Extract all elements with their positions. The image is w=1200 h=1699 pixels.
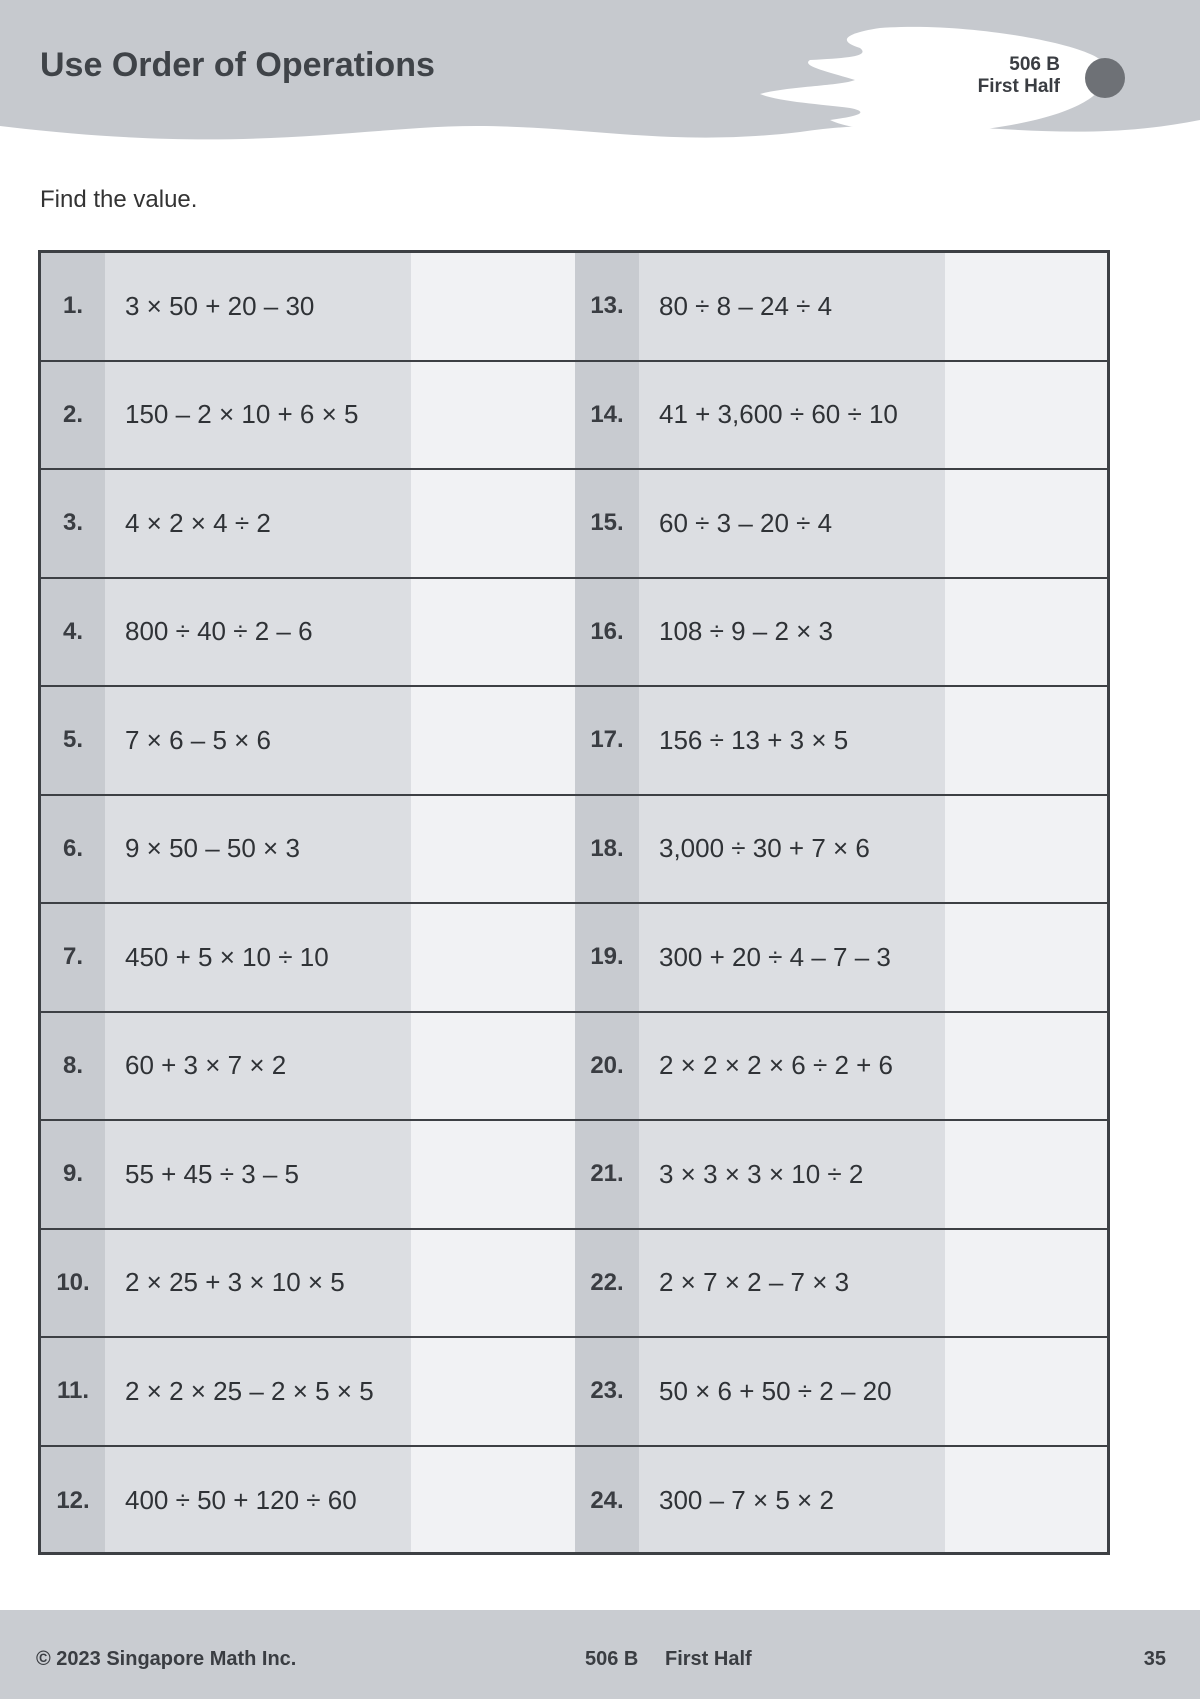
problem-expression: 150 – 2 × 10 + 6 × 5 [125,399,359,430]
instruction-text: Find the value. [40,186,198,213]
problem-expression: 400 ÷ 50 + 120 ÷ 60 [125,1485,357,1516]
problem-expression: 4 × 2 × 4 ÷ 2 [125,507,271,538]
problem-cell [41,470,575,577]
problem-cell [41,253,575,360]
problem-expression: 2 × 25 + 3 × 10 × 5 [125,1267,345,1298]
problem-row [41,687,1107,796]
problem-number: 13. [590,292,624,320]
problem-cell [41,1447,575,1556]
problem-expression: 300 + 20 ÷ 4 – 7 – 3 [659,941,891,972]
problem-cell [575,796,1109,903]
problem-row [41,362,1107,471]
page-number: 35 [1143,1648,1166,1670]
problem-number: 3. [62,509,83,537]
problem-row [41,253,1107,362]
problem-number: 11. [56,1377,90,1405]
problem-row [41,796,1107,905]
problem-expression: 108 ÷ 9 – 2 × 3 [659,616,834,647]
problem-expression: 50 × 6 + 50 ÷ 2 – 20 [659,1375,892,1406]
problem-cell [575,470,1109,577]
problem-expression: 3 × 3 × 3 × 10 ÷ 2 [659,1158,864,1189]
problem-number: 24. [590,1486,624,1514]
problem-expression: 450 + 5 × 10 ÷ 10 [125,941,329,972]
problem-cell [575,1013,1109,1120]
problem-row [41,1338,1107,1447]
problem-number: 10. [56,1268,90,1296]
problem-number: 19. [590,943,624,971]
problem-number: 7. [62,943,83,971]
problem-number: 8. [62,1051,83,1079]
problem-expression: 2 × 2 × 25 – 2 × 5 × 5 [125,1375,374,1406]
problem-expression: 7 × 6 – 5 × 6 [125,724,272,755]
problem-cell [575,362,1109,469]
problem-cell [41,1013,575,1120]
footer-band [0,1610,1200,1699]
problem-cell [41,687,575,794]
problem-number: 17. [590,726,624,754]
problem-cell [575,1338,1109,1445]
problem-cell [41,362,575,469]
problem-row [41,1447,1107,1556]
badge-code: 506 B [1009,54,1060,75]
problem-expression: 80 ÷ 8 – 24 ÷ 4 [659,290,833,321]
problem-number: 23. [590,1377,624,1405]
problem-cell [575,253,1109,360]
problem-number: 2. [62,400,83,428]
problem-cell [41,579,575,686]
problem-expression: 300 – 7 × 5 × 2 [659,1485,834,1516]
problem-number: 16. [590,617,624,645]
problem-number: 15. [590,509,624,537]
problem-cell [41,1338,575,1445]
problem-number: 12. [56,1486,90,1514]
problem-cell [41,1121,575,1228]
problem-number: 9. [62,1160,83,1188]
problem-cell [575,579,1109,686]
problem-number: 6. [62,834,83,862]
problem-cell [41,796,575,903]
footer-half: First Half [665,1648,752,1670]
problem-cell [41,1230,575,1337]
problem-number: 22. [590,1268,624,1296]
footer-code: 506 B [585,1648,639,1670]
problem-number: 4. [62,617,83,645]
problem-number: 5. [62,726,83,754]
problem-expression: 800 ÷ 40 ÷ 2 – 6 [125,616,313,647]
problem-cell [575,1230,1109,1337]
problem-number: 20. [590,1051,624,1079]
problem-expression: 3,000 ÷ 30 + 7 × 6 [659,833,870,864]
problem-table [38,250,1110,1555]
problem-expression: 2 × 2 × 2 × 6 ÷ 2 + 6 [659,1050,893,1081]
problem-expression: 60 + 3 × 7 × 2 [125,1050,287,1081]
problem-expression: 41 + 3,600 ÷ 60 ÷ 10 [659,399,898,430]
problem-expression: 55 + 45 ÷ 3 – 5 [125,1158,300,1189]
comet-badge-shape [760,20,1140,140]
problem-expression: 60 ÷ 3 – 20 ÷ 4 [659,507,833,538]
problem-row [41,904,1107,1013]
problem-row [41,1013,1107,1122]
problem-number: 21. [590,1160,624,1188]
problem-cell [575,1121,1109,1228]
problem-number: 18. [590,834,624,862]
badge-half: First Half [977,76,1060,97]
problem-row [41,1230,1107,1339]
problem-cell [575,904,1109,1011]
problem-expression: 3 × 50 + 20 – 30 [125,290,315,321]
problem-row [41,579,1107,688]
problem-expression: 156 ÷ 13 + 3 × 5 [659,724,849,755]
problem-cell [575,1447,1109,1556]
problem-expression: 9 × 50 – 50 × 3 [125,833,300,864]
page-title: Use Order of Operations [40,46,435,84]
copyright-text: © 2023 Singapore Math Inc. [36,1648,297,1670]
problem-cell [575,687,1109,794]
problem-cell [41,904,575,1011]
problem-row [41,1121,1107,1230]
problem-row [41,470,1107,579]
problem-number: 1. [62,292,83,320]
problem-expression: 2 × 7 × 2 – 7 × 3 [659,1267,850,1298]
problem-number: 14. [590,400,624,428]
